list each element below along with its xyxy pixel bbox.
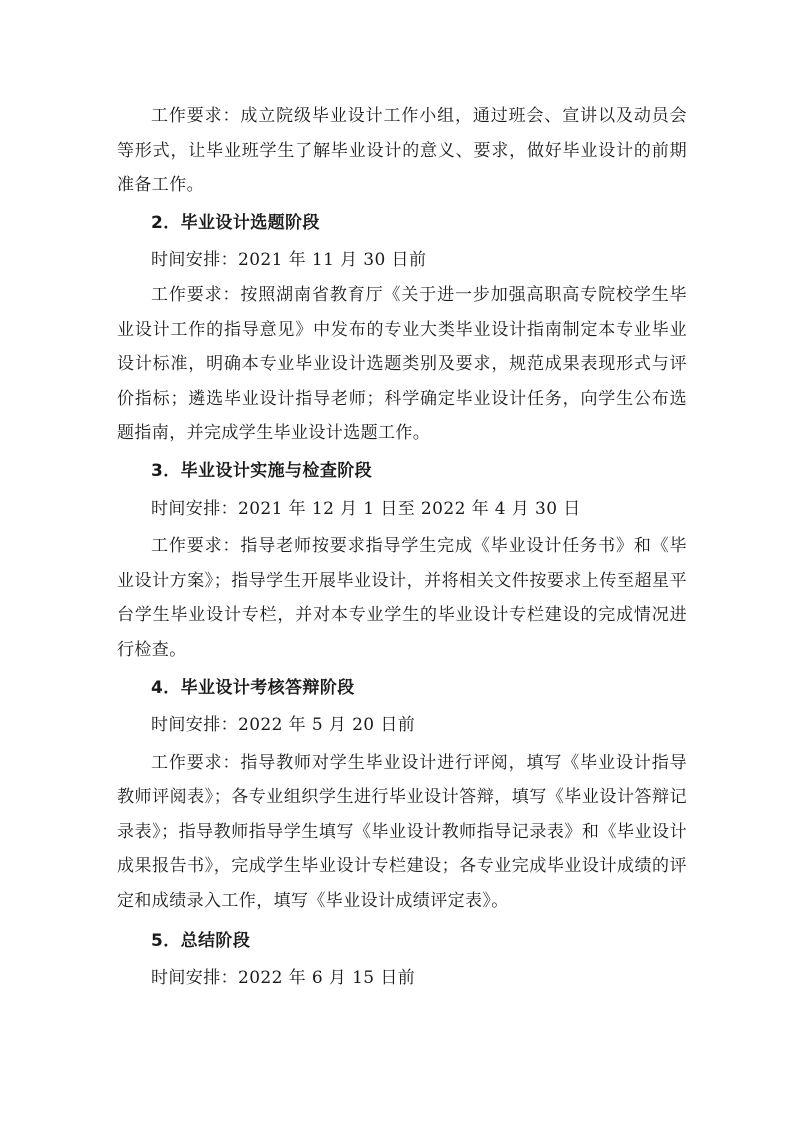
paragraph-schedule-4: 时间安排：2022 年 5 月 20 日前 [151, 715, 416, 736]
paragraph-work-requirement-2: 工作要求：按照湖南省教育厅《关于进一步加强高职高专院校学生毕业设计工作的指导意见》中发布的专业大类毕业设计指南制定本专业毕业设计标准，明确本专业毕业设计选题类别及要求，规范成果表现形式与评价指标；遴选毕业设计指导老师；科学确定毕业设计任务，向学生公布选题指南，并完成学生毕业设计选题工作。 [117, 284, 687, 444]
paragraph-schedule-5: 时间安排：2022 年 6 月 15 日前 [151, 968, 416, 989]
section-heading-2: 2．毕业设计选题阶段 [151, 212, 320, 233]
section-heading-3: 3．毕业设计实施与检查阶段 [151, 460, 373, 481]
document-body [117, 99, 687, 996]
paragraph-work-requirement-3: 工作要求：指导老师按要求指导学生完成《毕业设计任务书》和《毕业设计方案》；指导学生开展毕业设计，并将相关文件按要求上传至超星平台学生毕业设计专栏，并对本专业学生的毕业设计专栏建设的完成情况进行检查。 [117, 536, 687, 660]
section-heading-5: 5．总结阶段 [151, 930, 251, 951]
section-heading-4: 4．毕业设计考核答辩阶段 [151, 677, 355, 698]
paragraph-work-requirement-1: 工作要求：成立院级毕业设计工作小组，通过班会、宣讲以及动员会等形式，让毕业班学生了解毕业设计的意义、要求，做好毕业设计的前期准备工作。 [117, 106, 687, 196]
paragraph-work-requirement-4: 工作要求：指导教师对学生毕业设计进行评阅，填写《毕业设计指导教师评阅表》；各专业组织学生进行毕业设计答辩，填写《毕业设计答辩记录表》；指导教师指导学生填写《毕业设计教师指导记录表》和《毕业设计成果报告书》，完成学生毕业设计专栏建设；各专业完成毕业设计成绩的评定和成绩录入工作，填写《毕业设计成绩评定表》。 [117, 752, 687, 912]
paragraph-schedule-2: 时间安排：2021 年 11 月 30 日前 [151, 250, 427, 271]
paragraph-schedule-3: 时间安排：2021 年 12 月 1 日至 2022 年 4 月 30 日 [151, 498, 581, 519]
